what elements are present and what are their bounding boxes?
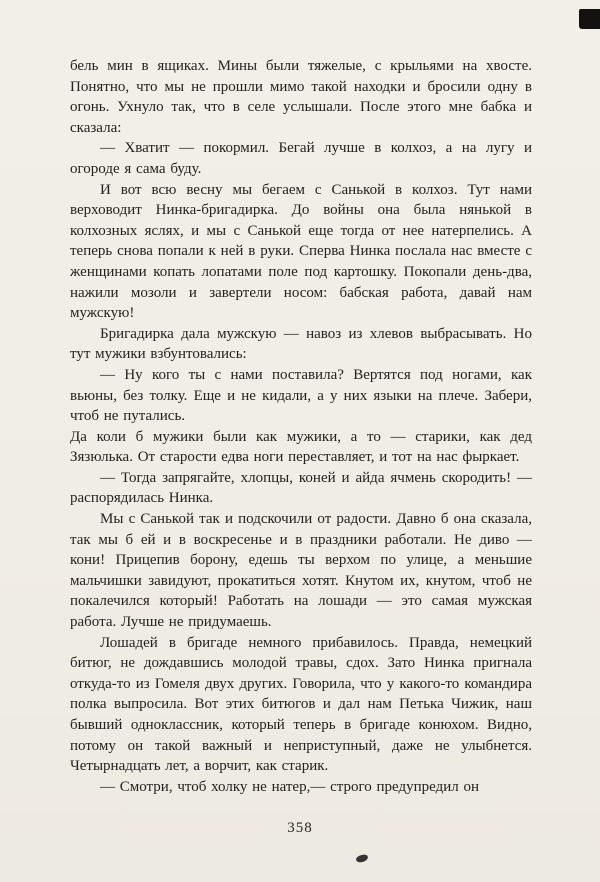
paragraph: Да коли б мужики были как мужики, а то — старики, как дед Зязюлька. От старости едва ноги переставляет, и тот на нас фыркает. [70,428,532,466]
paragraph: Лошадей в бригаде немного прибавилось. Правда, немецкий битюг, не дождавшись молодой травы, сдох. Зато Нинка пригнала откуда-то из Гомеля двух других. Говорила, что у какого-то командира полка выпросила. Вот этих битюгов и дал нам Петька Чижик, наш бывший одноклассник, который теперь в бригаде конюхом. Видно, потому он такой важный и неприступный, даже не улыбнется. Четырнадцать лет, а ворчит, как старик. [70,634,532,775]
paragraph: Бригадирка дала мужскую — навоз из хлевов выбрасывать. Но тут мужики взбунтовались: [70,325,532,363]
scan-artifact-bottom [355,854,368,863]
scan-artifact-top-right [579,9,600,29]
paragraph: — Ну кого ты с нами поставила? Вертятся под ногами, как вьюны, без толку. Еще и не кидали, а у них языки на плече. Забери, чтоб не путались. [70,366,532,425]
paragraph: — Смотри, чтоб холку не натер,— строго предупредил он [100,778,480,795]
paragraph: И вот всю весну мы бегаем с Санькой в колхоз. Тут нами верховодит Нинка-бригадирка. До войны она была нянькой в колхозных яслях, и мы с Санькой еще тогда от нее натерпелись. А теперь снова попали к ней в руки. Сперва Нинка послала нас вместе с женщинами копать лопатами поле под картошку. Покопали день-два, нажили мозоли и завертели носом: бабская работа, давай нам мужскую! [70,181,532,322]
page-number: 358 [287,820,313,836]
paragraph: — Хватит — покормил. Бегай лучше в колхоз, а на лугу и огороде я сама буду. [70,140,532,177]
page-text [70,56,532,797]
paragraph: Мы с Санькой так и подскочили от радости. Давно б она сказала, так мы б ей и в воскресенье и в праздники работали. Не диво — кони! Прицепив борону, едешь ты верхом по улице, а меньшие мальчишки завидуют, прокатиться хотят. Кнутом их, кнутом, чтоб не покалечился который! Работать на лошади — это самая мужская работа. Лучше не придумаешь. [70,511,532,631]
paragraph: — Тогда запрягайте, хлопцы, коней и айда ячмень скородить! — распорядилась Нинка. [70,469,532,507]
paragraph: бель мин в ящиках. Мины были тяжелые, с крыльями на хвосте. Понятно, что мы не прошли мимо такой находки и бросили одну в огонь. Ухнуло так, что в селе услышали. После этого мне бабка и сказала: [70,58,532,136]
